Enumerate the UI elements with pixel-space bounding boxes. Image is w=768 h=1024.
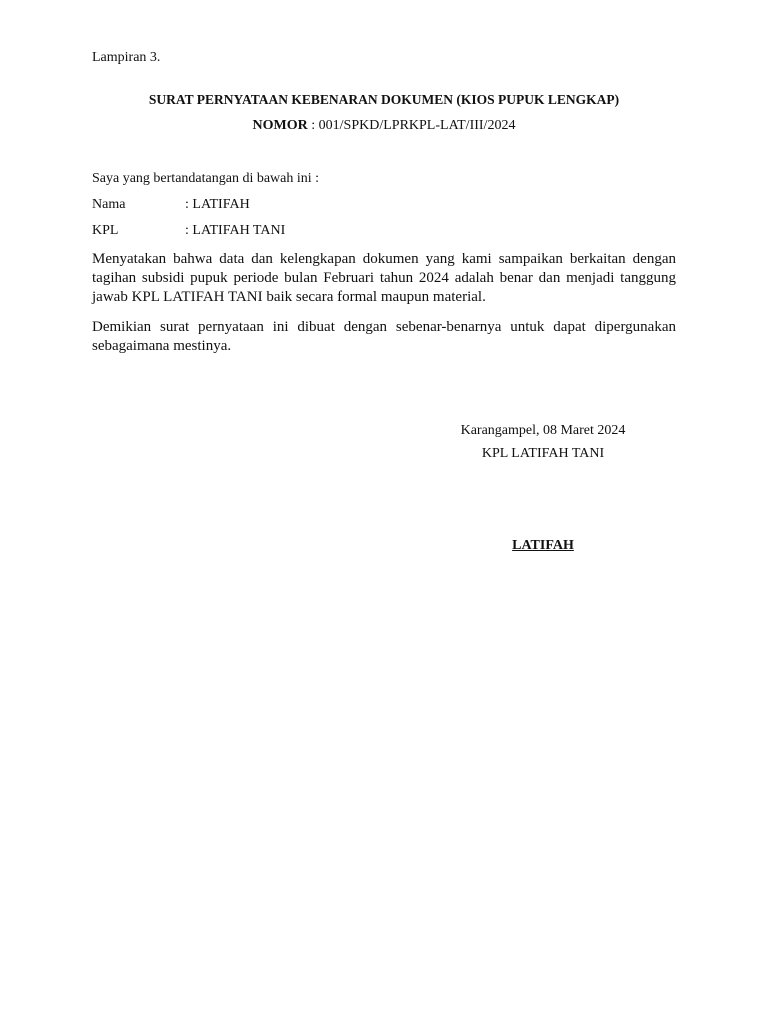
document-title: SURAT PERNYATAAN KEBENARAN DOKUMEN (KIOS PUPUK LENGKAP) (148, 92, 620, 107)
document-number-value: : 001/SPKD/LPRKPL-LAT/III/2024 (307, 118, 516, 133)
document-number-label: NOMOR (252, 118, 308, 133)
signature-organization: KPL LATIFAH TANI (481, 446, 605, 461)
field-value: : LATIFAH (185, 197, 250, 212)
field-label: KPL (92, 223, 119, 238)
statement-paragraph: Menyatakan bahwa data dan kelengkapan dokumen yang kami sampaikan berkaitan dengan tagihan subsidi pupuk periode bulan Februari tahun 2024 adalah benar dan menjadi tanggung jawab KPL LATIFAH TANI baik secara formal maupun material. (92, 251, 676, 305)
document-number (0, 118, 768, 134)
field-value: : LATIFAH TANI (185, 223, 286, 238)
closing-paragraph: Demikian surat pernyataan ini dibuat dengan sebenar-benarnya untuk dapat dipergunakan sebagaimana mestinya. (92, 319, 676, 354)
field-row-kpl (92, 223, 285, 239)
field-row-name (92, 197, 250, 213)
signature-name: LATIFAH (512, 538, 574, 553)
signature-place-date: Karangampel, 08 Maret 2024 (460, 423, 626, 438)
field-label: Nama (92, 197, 126, 212)
intro-text: Saya yang bertandatangan di bawah ini : (92, 171, 320, 186)
attachment-label: Lampiran 3. (92, 50, 161, 65)
